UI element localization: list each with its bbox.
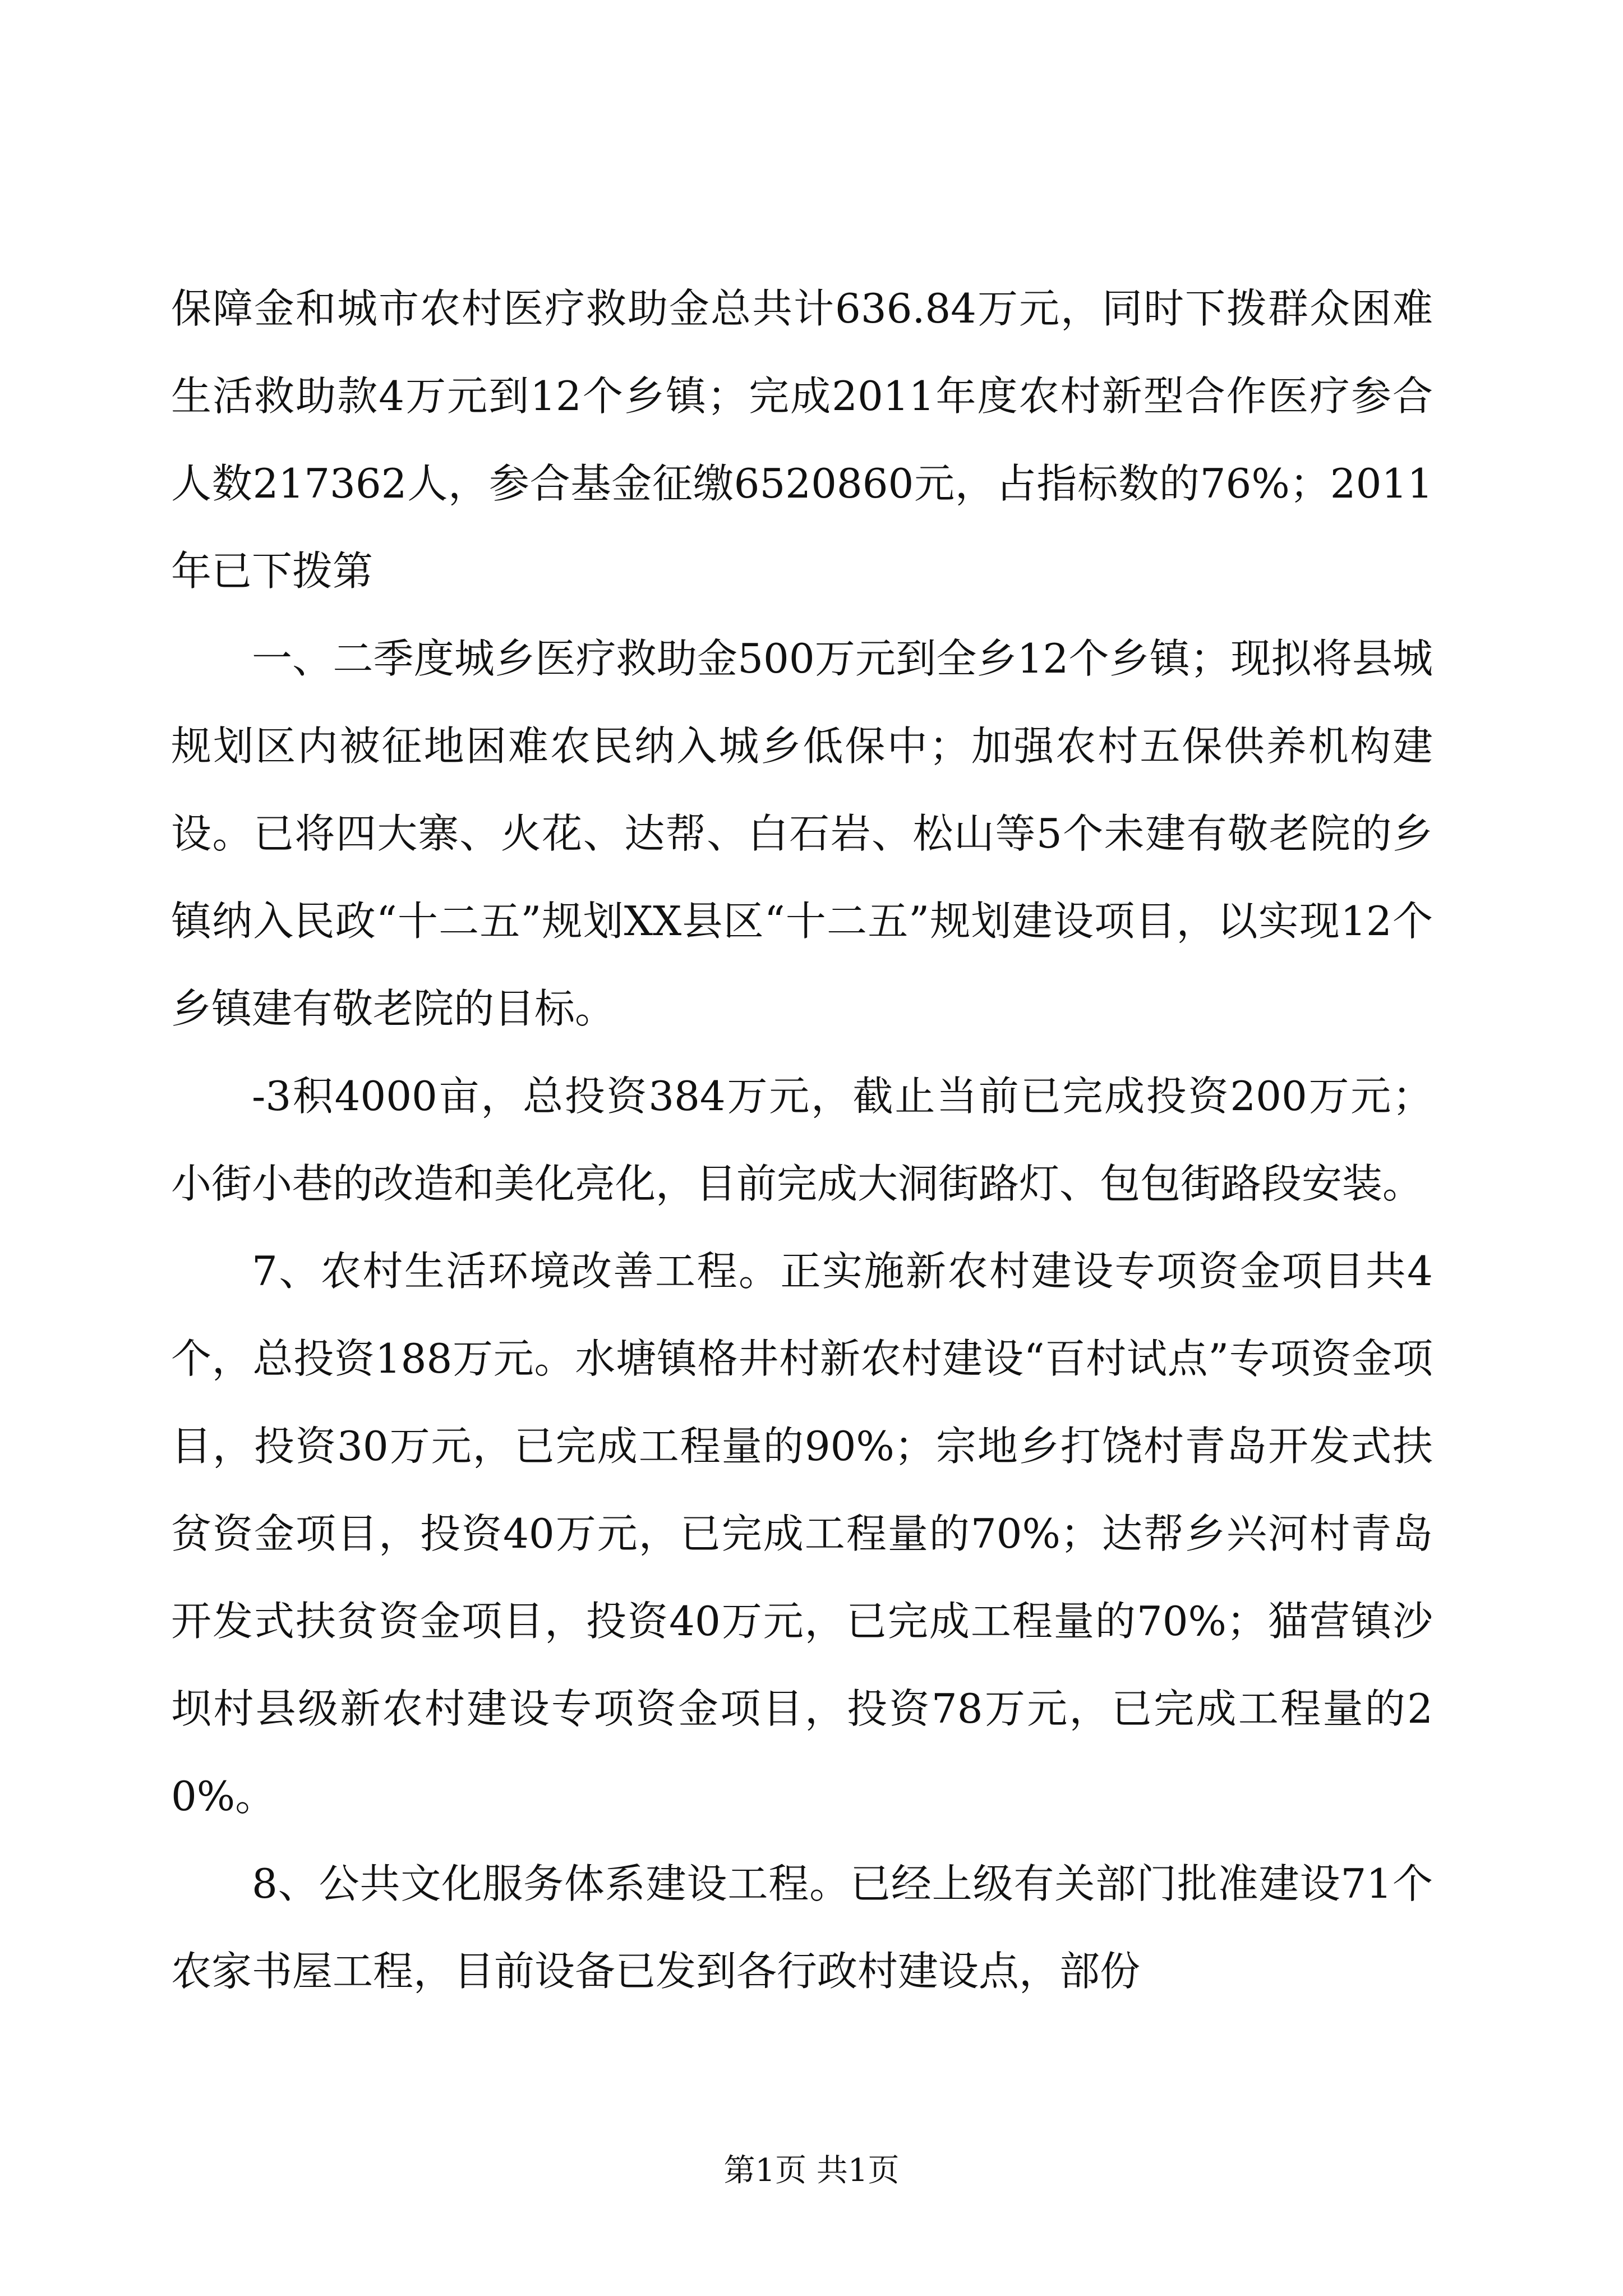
paragraph-4: 7、农村生活环境改善工程。正实施新农村建设专项资金项目共4个，总投资188万元。水塘镇格井村新农村建设“百村试点”专项资金项目，投资30万元，已完成工程量的90%；宗地乡打饶村青岛开发式扶贫资金项目，投资40万元，已完成工程量的70%；达帮乡兴河村青岛开发式扶贫资金项目，投资40万元，已完成工程量的70%；猫营镇沙坝村县级新农村建设专项资金项目，投资78万元，已完成工程量的20%。	[171, 1248, 1433, 1820]
paragraph-3: -3积4000亩，总投资384万元，截止当前已完成投资200万元；小街小巷的改造和美化亮化，目前完成大洞街路灯、包包街路段安装。	[171, 1073, 1433, 1207]
paragraph-1: 保障金和城市农村医疗救助金总共计636.84万元，同时下拨群众困难生活救助款4万元到12个乡镇；完成2011年度农村新型合作医疗参合人数217362人，参合基金征缴6520860元，占指标数的76%；2011年已下拨第	[171, 285, 1433, 595]
page-footer: 第1页 共1页	[723, 2152, 900, 2189]
paragraph-2: 一、二季度城乡医疗救助金500万元到全乡12个乡镇；现拟将县城规划区内被征地困难农民纳入城乡低保中；加强农村五保供养机构建设。已将四大寨、火花、达帮、白石岩、松山等5个未建有敬老院的乡镇纳入民政“十二五”规划XX县区“十二五”规划建设项目，以实现12个乡镇建有敬老院的目标。	[171, 635, 1433, 1032]
paragraph-5: 8、公共文化服务体系建设工程。已经上级有关部门批准建设71个农家书屋工程，目前设备已发到各行政村建设点，部份	[171, 1860, 1433, 1995]
document-body	[171, 265, 1433, 2015]
